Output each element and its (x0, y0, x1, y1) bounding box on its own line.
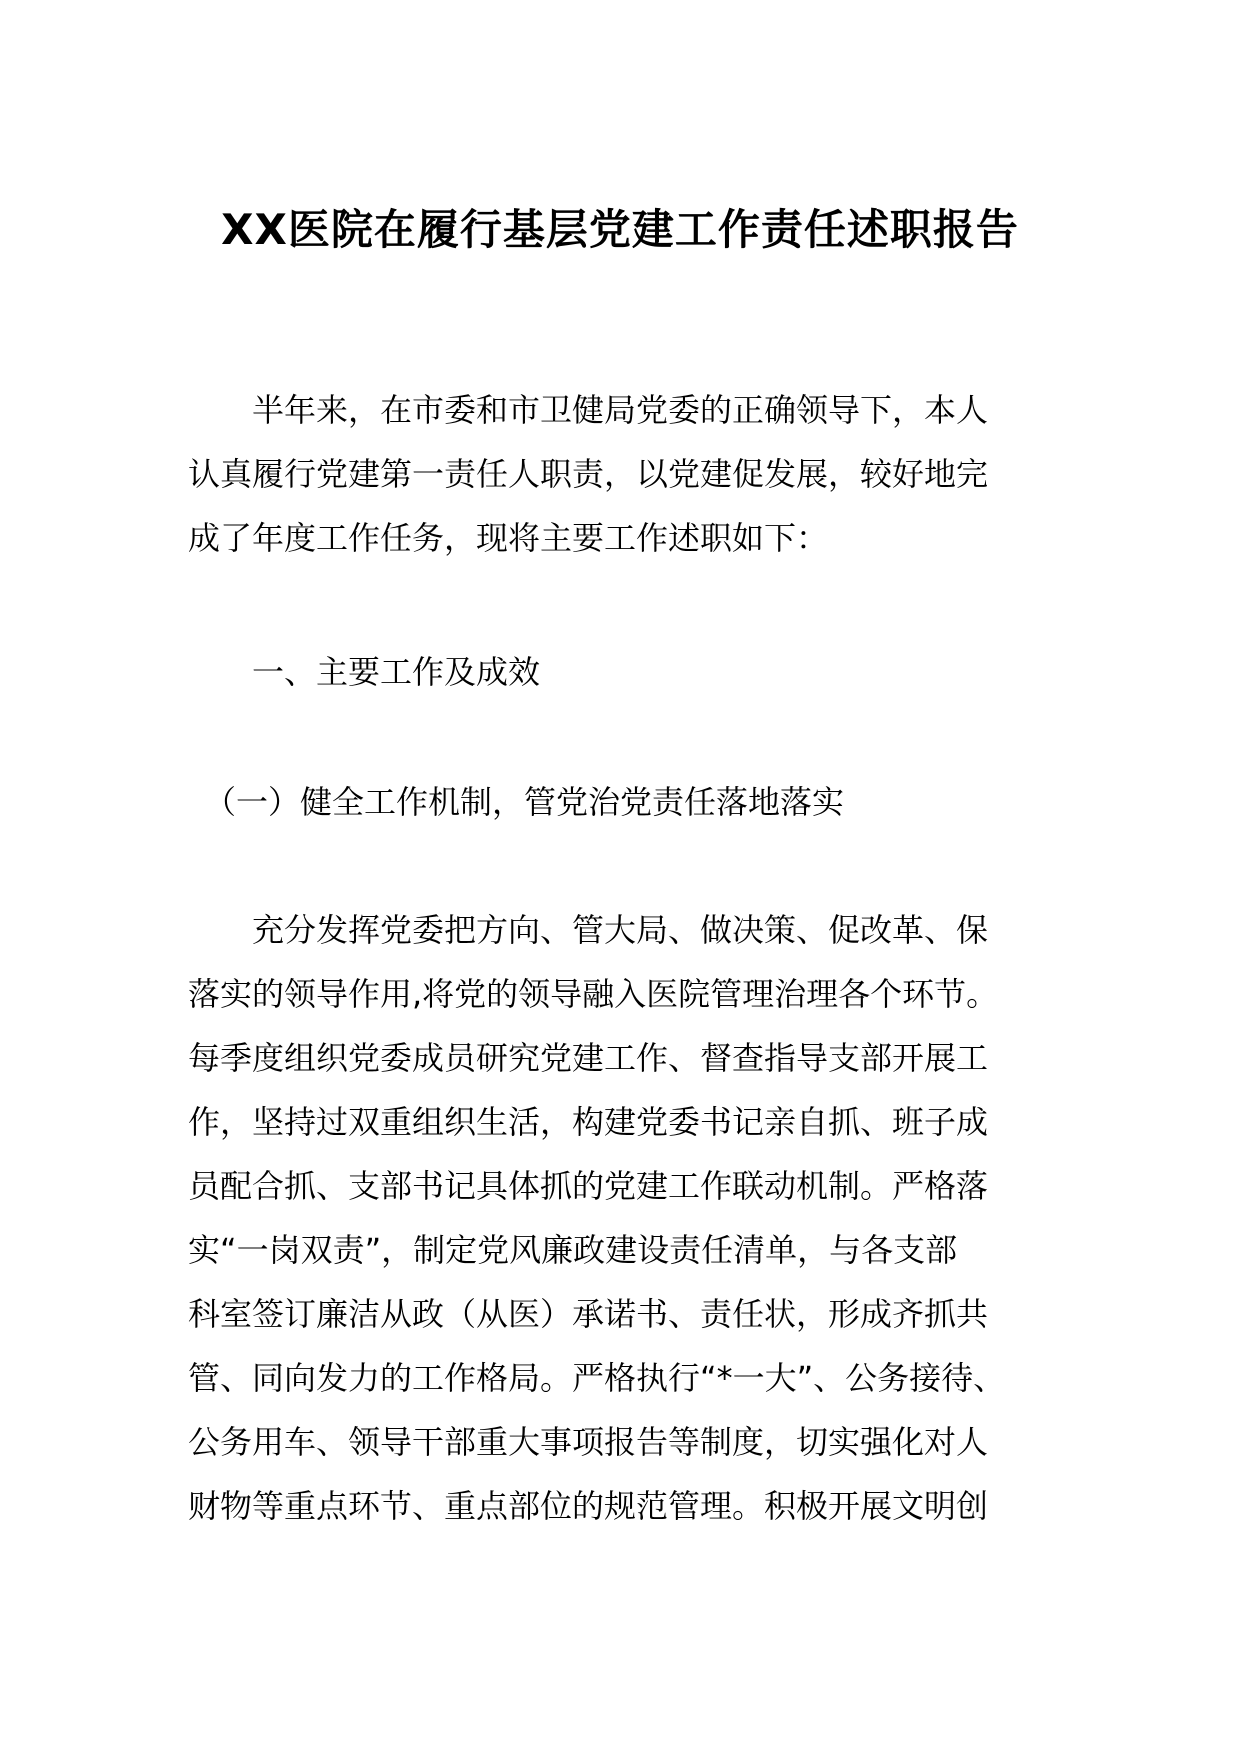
section-heading-1: 一、主要工作及成效 (188, 653, 541, 691)
intro-line-2: 认真履行党建第一责任人职责，以党建促发展，较好地完 (188, 455, 989, 493)
body-line-9: 公务用车、领导干部重大事项报告等制度，切实强化对人 (188, 1423, 989, 1461)
body-line-8: 管、同向发力的工作格局。严格执行“*一大”、公务接待、 (188, 1359, 1006, 1397)
body-line-6: 实“一岗双责”，制定党风廉政建设责任清单，与各支部 (188, 1231, 958, 1269)
body-line-1: 充分发挥党委把方向、管大局、做决策、促改革、保 (188, 911, 989, 949)
body-line-10: 财物等重点环节、重点部位的规范管理。积极开展文明创 (188, 1487, 989, 1525)
body-line-4: 作，坚持过双重组织生活，构建党委书记亲自抓、班子成 (188, 1103, 989, 1141)
subsection-heading-1: （一）健全工作机制，管党治党责任落地落实 (188, 783, 845, 821)
intro-line-1: 半年来，在市委和市卫健局党委的正确领导下，本人 (188, 391, 989, 429)
body-line-7: 科室签订廉洁从政（从医）承诺书、责任状，形成齐抓共 (188, 1295, 989, 1333)
body-line-2: 落实的领导作用,将党的领导融入医院管理治理各个环节。 (188, 975, 999, 1013)
body-line-5: 员配合抓、支部书记具体抓的党建工作联动机制。严格落 (188, 1167, 989, 1205)
body-line-3: 每季度组织党委成员研究党建工作、督查指导支部开展工 (188, 1039, 989, 1077)
document-title: XX医院在履行基层党建工作责任述职报告 (221, 205, 1019, 254)
intro-line-3: 成了年度工作任务，现将主要工作述职如下： (188, 519, 829, 557)
